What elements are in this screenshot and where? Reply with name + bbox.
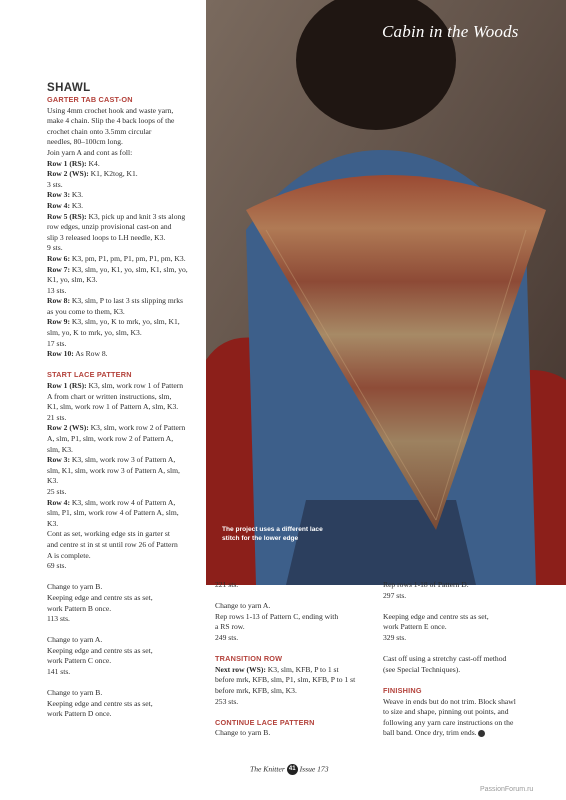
end-mark-icon	[478, 730, 485, 737]
instruction-line	[383, 728, 541, 739]
row-text: slip 3 released loops to LH needle, K3.	[47, 232, 166, 242]
stitch-count: 9 sts.	[47, 243, 63, 253]
instruction-line: Cast off using a stretchy cast-off method	[383, 654, 507, 664]
row-text: slm, K1, slm, work row 3 of Pattern A, slm,	[47, 465, 180, 475]
stitch-count: 221 sts.	[215, 580, 239, 589]
row-text: slm, P1, slm, work row 4 of Pattern A, slm,	[47, 508, 179, 518]
instruction-line: Rep rows 1-13 of Pattern C, ending with	[215, 611, 339, 621]
intro-line: make 4 chain. Slip the 4 back loops of the	[47, 116, 175, 126]
instruction-line: a RS row.	[215, 622, 245, 632]
row-label: Row 4:	[47, 200, 70, 210]
row-label: Row 4:	[47, 497, 70, 507]
page-number: 41	[287, 764, 298, 775]
stitch-count: 17 sts.	[47, 338, 67, 348]
cast-on-rows	[47, 159, 205, 360]
stitch-count: 329 sts.	[383, 632, 407, 642]
column-3	[383, 580, 541, 739]
instruction-line: Keeping edge and centre sts as set,	[383, 611, 489, 621]
row-text: K3, slm, KFB, P to 1 st	[265, 664, 339, 674]
row-instruction	[215, 665, 373, 676]
watermark: PassionForum.ru	[480, 786, 534, 793]
instruction-line: (see Special Techniques).	[383, 664, 461, 674]
intro-line: needles, 80–100cm long.	[47, 137, 123, 147]
row-text: A from chart or written instructions, slm,	[47, 391, 172, 401]
intro-line: crochet chain onto 3.5mm circular	[47, 126, 152, 136]
row-label: Row 10:	[47, 349, 74, 359]
row-instruction	[47, 423, 205, 434]
row-text: K1, slm, work row 1 of Pattern A, slm, K3.	[47, 402, 179, 412]
row-instruction	[47, 296, 205, 307]
stitch-count: 113 sts.	[47, 614, 70, 624]
row-label: Row 3:	[47, 190, 70, 200]
row-text: A, slm, P1, slm, work row 2 of Pattern A,	[47, 434, 174, 443]
row-instruction	[47, 169, 205, 180]
row-text: K3, slm, work row 1 of Pattern	[86, 381, 184, 391]
row-text: K3.	[70, 190, 84, 200]
instruction-text: ball band. Once dry, trim ends.	[383, 728, 477, 738]
stitch-count: 25 sts.	[47, 486, 67, 496]
shawl-photo	[206, 0, 566, 585]
row-label: Row 2 (WS):	[47, 169, 89, 179]
row-text: K3.	[70, 200, 84, 210]
intro-text	[47, 106, 205, 159]
row-text: slm, K3.	[47, 444, 73, 454]
issue-number: Issue 173	[299, 764, 329, 774]
row-text: K3, slm, yo, K to mrk, yo, slm, K1,	[70, 317, 180, 327]
row-label: Row 1 (RS):	[47, 381, 87, 391]
instruction-line: Change to yarn B.	[215, 728, 271, 738]
row-text: slm, yo, K to mrk, yo, slm, K3.	[47, 328, 142, 338]
intro-line: Using 4mm crochet hook and waste yarn,	[47, 105, 174, 115]
row-instruction	[47, 317, 205, 328]
row-text: K3, pick up and knit 3 sts along	[86, 211, 186, 221]
row-instruction	[47, 212, 205, 223]
row-instruction	[47, 349, 205, 360]
row-text: K3, slm, work row 3 of Pattern A,	[70, 455, 176, 465]
instruction-line: work Pattern C once.	[47, 656, 112, 666]
instruction-line: Change to yarn B.	[47, 688, 103, 698]
photo-caption: The project uses a different lace stitch for the lower edge	[222, 526, 323, 542]
instruction-line: Keeping edge and centre sts as set,	[47, 645, 153, 655]
row-text: As Row 8.	[73, 349, 108, 359]
row-label: Row 8:	[47, 296, 70, 306]
pattern-c-block	[47, 635, 205, 677]
row-text: K3.	[47, 476, 59, 486]
row-text: before mrk, KFB, slm, K3.	[215, 685, 297, 695]
pattern-d-block	[47, 688, 205, 720]
instruction-line: work Pattern D once.	[47, 709, 112, 719]
section-title: SHAWL	[47, 82, 91, 94]
closing-line: Cont as set, working edge sts in garter st	[47, 529, 170, 539]
row-label: Row 2 (WS):	[47, 423, 89, 433]
stitch-count: 253 sts.	[215, 696, 239, 706]
transition-row-heading: TRANSITION ROW	[215, 654, 283, 664]
row-instruction	[47, 265, 205, 276]
row-label: Row 6:	[47, 253, 70, 263]
instruction-line: Keeping edge and centre sts as set,	[47, 592, 153, 602]
row-text: K3, slm, work row 2 of Pattern	[88, 423, 186, 433]
row-instruction	[47, 190, 205, 201]
stitch-count: 249 sts.	[215, 632, 239, 642]
column-1	[47, 82, 205, 720]
instruction-line: Weave in ends but do not trim. Block shawl	[383, 696, 516, 706]
page-footer	[250, 764, 329, 775]
row-text: K3, slm, P to last 3 sts slipping mrks	[70, 296, 184, 306]
row-label: Next row (WS):	[215, 664, 266, 674]
instruction-line: work Pattern E once.	[383, 622, 447, 632]
lace-rows	[47, 381, 205, 529]
row-label: Row 3:	[47, 455, 70, 465]
instruction-line: Keeping edge and centre sts as set,	[47, 698, 153, 708]
row-instruction	[47, 381, 205, 392]
stitch-count: 13 sts.	[47, 285, 67, 295]
intro-line: Join yarn A and cont as foll:	[47, 147, 133, 157]
row-instruction	[47, 455, 205, 466]
instruction-line: Change to yarn A.	[47, 635, 103, 645]
row-label: Row 1 (RS):	[47, 158, 87, 168]
row-text: row edges, unzip provisional cast-on and	[47, 222, 172, 232]
row-text: K1, yo, slm, K3.	[47, 275, 98, 285]
magazine-name: The Knitter	[250, 764, 285, 774]
row-text: K3, slm, work row 4 of Pattern A,	[70, 497, 176, 507]
instruction-line: Change to yarn B.	[47, 582, 103, 592]
row-text: K3.	[47, 518, 59, 528]
closing-text	[47, 529, 205, 571]
continue-lace-heading: CONTINUE LACE PATTERN	[215, 717, 315, 727]
article-title: Cabin in the Woods	[382, 22, 519, 41]
instruction-line: work Pattern B once.	[47, 603, 112, 613]
row-instruction	[47, 254, 205, 265]
stitch-count: 3 sts.	[47, 179, 63, 189]
closing-line: A is complete.	[47, 550, 91, 560]
column-2	[215, 580, 373, 739]
row-instruction	[47, 159, 205, 170]
row-text: K3, pm, P1, pm, P1, pm, P1, pm, K3.	[70, 253, 186, 263]
stitch-count: 141 sts.	[47, 667, 71, 677]
instruction-line: Change to yarn A.	[215, 601, 271, 611]
row-text: as you come to them, K3.	[47, 306, 125, 316]
row-text: K1, K2tog, K1.	[88, 169, 138, 179]
row-instruction	[47, 498, 205, 509]
closing-line: and centre st in st st until row 26 of Pattern	[47, 539, 178, 549]
finishing-heading: FINISHING	[383, 685, 422, 695]
instruction-line: following any yarn care instructions on the	[383, 717, 514, 727]
stitch-count: 297 sts.	[383, 590, 407, 600]
row-label: Row 7:	[47, 264, 70, 274]
pattern-b-block	[47, 582, 205, 624]
instruction-line: to size and shape, pinning out points, and	[383, 707, 509, 717]
row-instruction	[47, 201, 205, 212]
stitch-count: 69 sts.	[47, 561, 67, 571]
row-text: K4.	[86, 158, 100, 168]
row-label: Row 5 (RS):	[47, 211, 87, 221]
row-text: K3, slm, yo, K1, yo, slm, K1, slm, yo,	[70, 264, 188, 274]
photo-illustration	[206, 0, 566, 585]
instruction-line: Rep rows 1-18 of Pattern D.	[383, 580, 469, 589]
stitch-count: 21 sts.	[47, 412, 67, 422]
garter-tab-heading: GARTER TAB CAST-ON	[47, 95, 133, 104]
lace-pattern-heading: START LACE PATTERN	[47, 370, 132, 380]
row-text: before mrk, KFB, slm, P1, slm, KFB, P to 1 st	[215, 675, 356, 685]
row-label: Row 9:	[47, 317, 70, 327]
